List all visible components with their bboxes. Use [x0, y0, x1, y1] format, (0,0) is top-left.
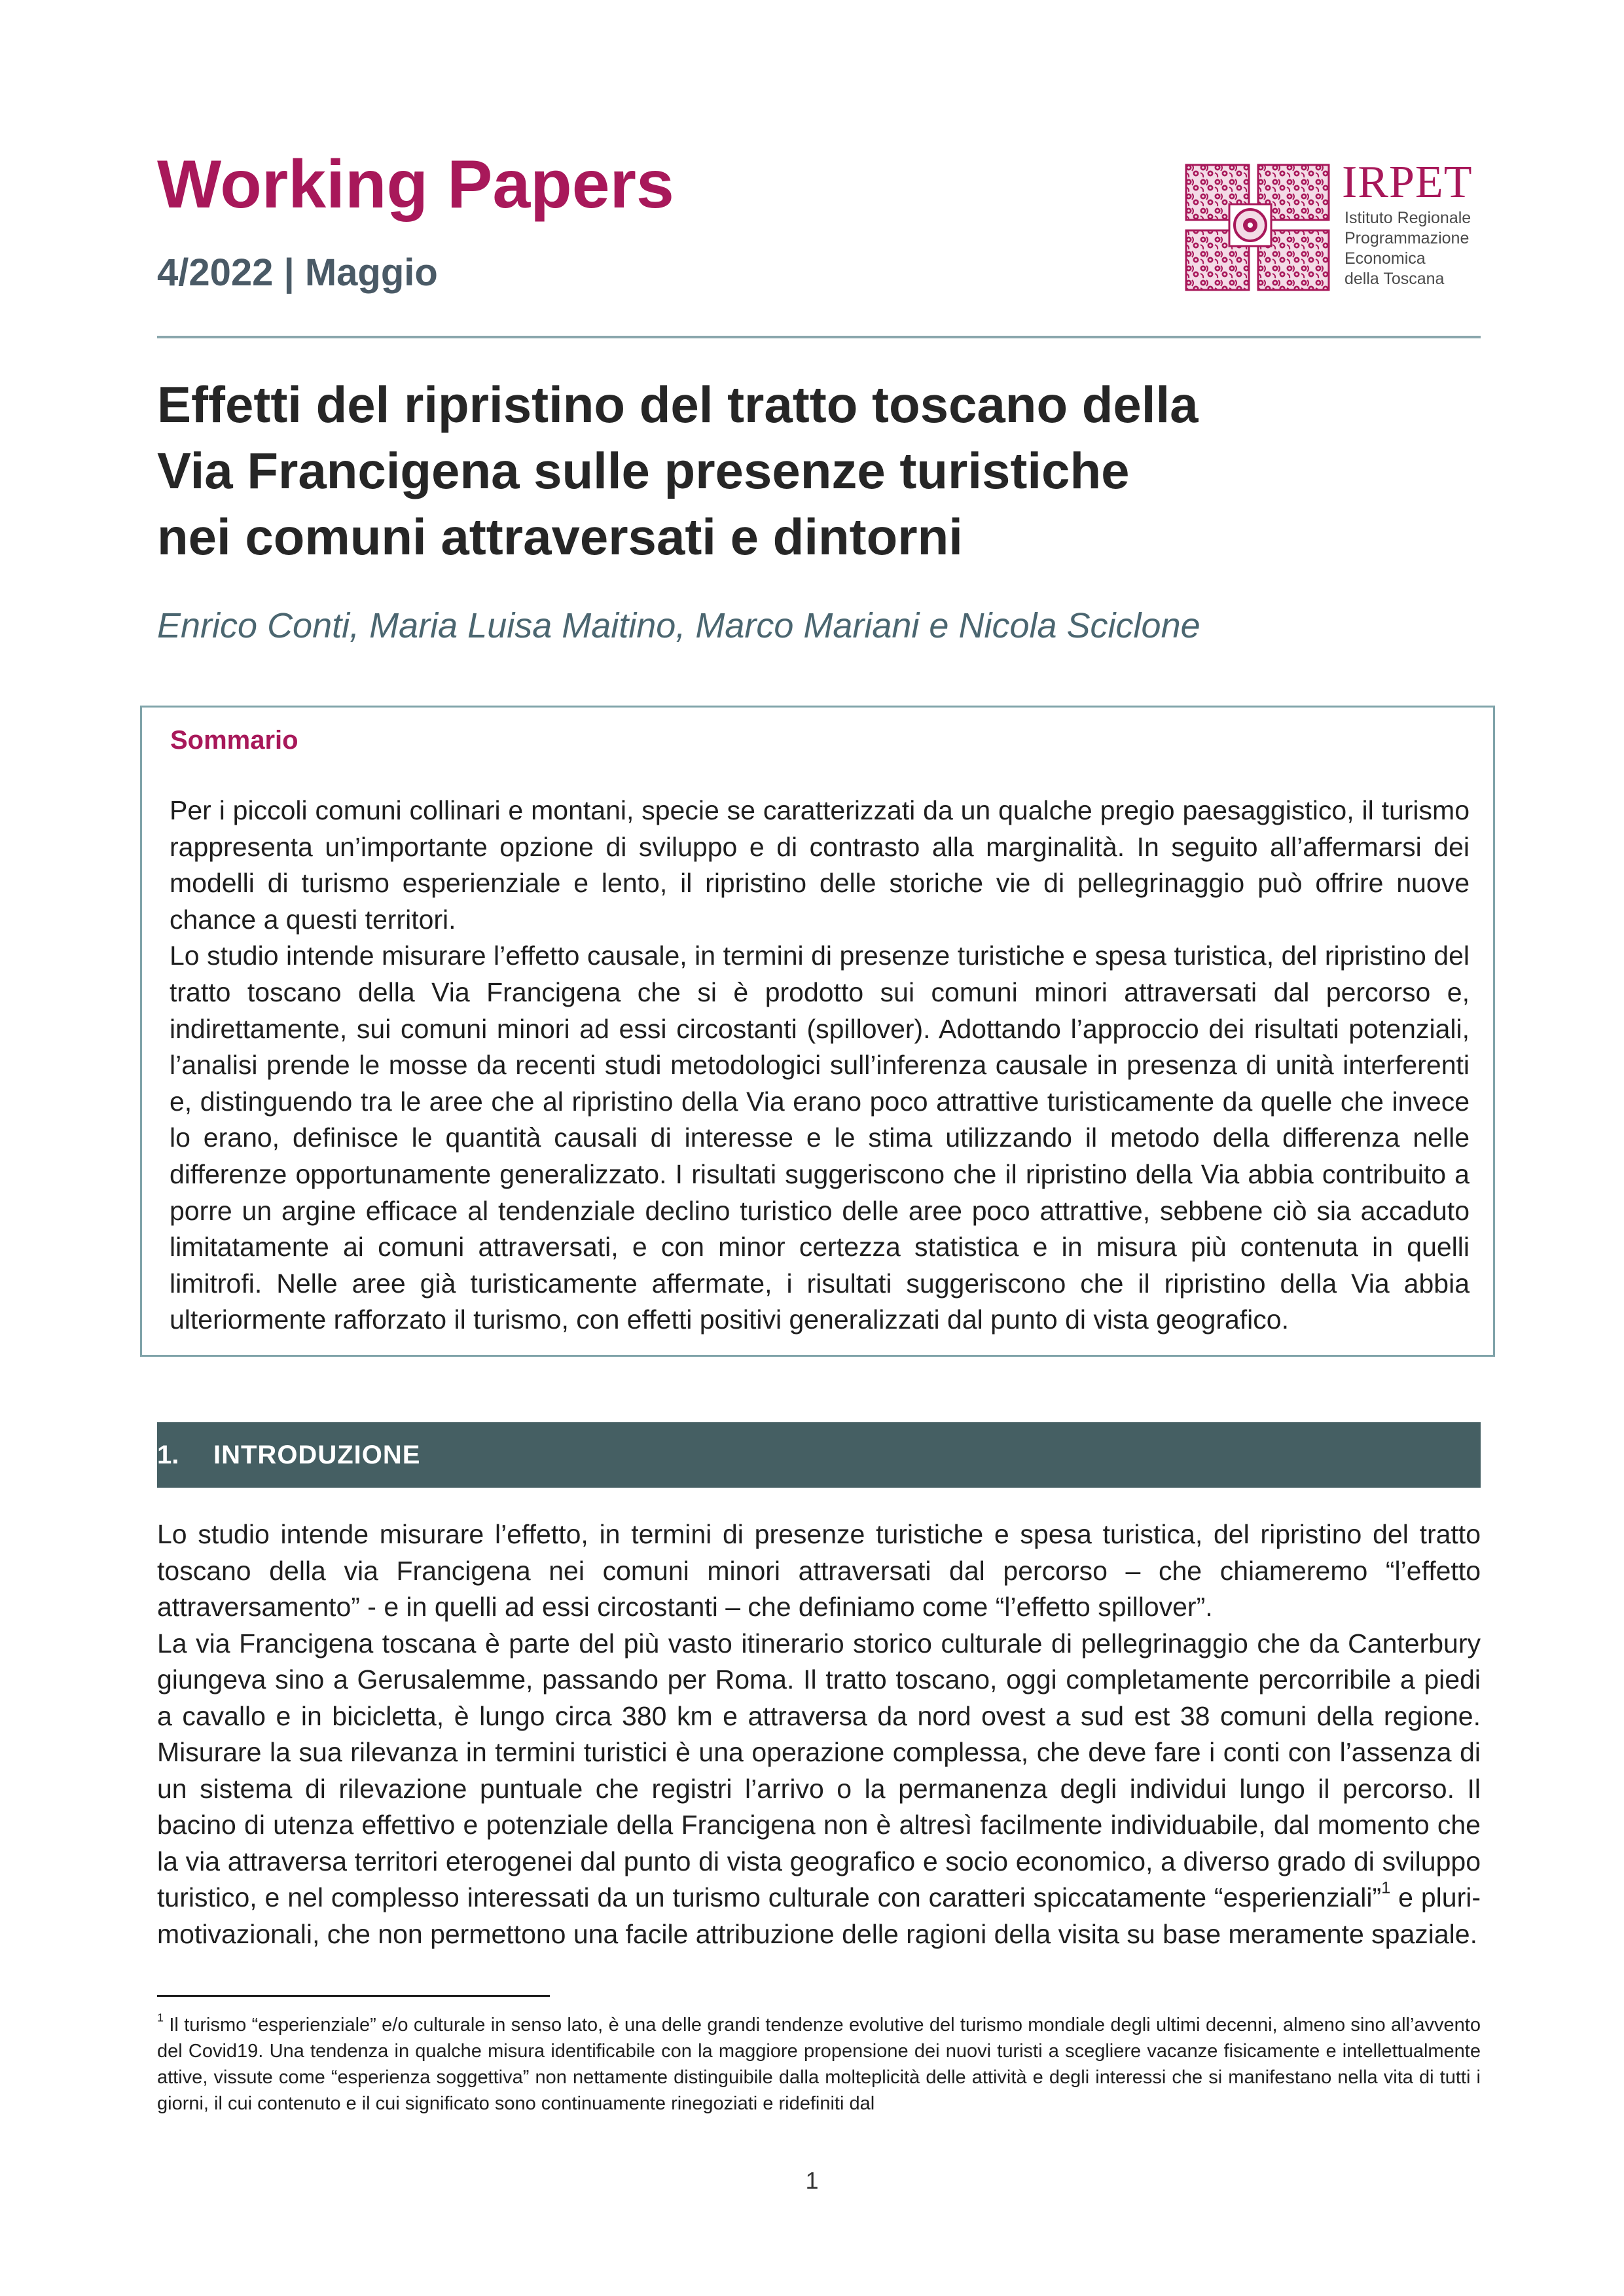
abstract-box: [140, 706, 1495, 1357]
body-paragraph-text: e pluri-motivazionali, che non permettono una facile attribuzione delle ragioni della visita su base meramente spaziale.: [157, 1882, 1481, 1949]
issue-date: 4/2022 | Maggio: [157, 251, 438, 294]
title-line: Effetti del ripristino del tratto toscano della: [157, 376, 1199, 433]
body-paragraph-text: La via Francigena toscana è parte del più vasto itinerario storico culturale di pellegrinaggio che da Canterbury giungeva sino a Gerusalemme, passando per Roma. Il tratto toscano, oggi completamente percorribile a piedi a cavallo e in bicicletta, è lungo circa 380 km e attraversa da nord ovest a sud est 38 comuni della regione. Misurare la sua rilevanza in termini turistici è una operazione complessa, che deve fare i conti con l’assenza di un sistema di rilevazione puntuale che registri l’arrivo o la permanenza degli individui lungo il percorso. Il bacino di utenza effettivo e potenziale della Francigena non è altresì facilmente individuabile, dal momento che la via attraversa territori eterogenei dal punto di vista geografico e socio economico, a diverso grado di sviluppo turistico, e nel complesso interessati da un turismo culturale con caratteri spiccatamente “esperienziali”: [157, 1628, 1481, 1912]
body-text: [157, 1516, 1481, 1952]
abstract-heading: Sommario: [170, 726, 298, 755]
page-number: 1: [805, 2167, 819, 2194]
abstract-text: [170, 793, 1470, 1338]
logo-subtitle: [1344, 208, 1495, 289]
title-line: Via Francigena sulle presenze turistiche: [157, 442, 1130, 499]
footnote-reference[interactable]: 1: [1381, 1878, 1391, 1897]
section-number: 1.: [157, 1441, 179, 1469]
irpet-logo: [1185, 157, 1486, 295]
footnote: [157, 2012, 1481, 2117]
body-paragraph: Lo studio intende misurare l’effetto, in termini di presenze turistiche e spesa turistica, del ripristino del tratto toscano della via Francigena nei comuni minori attraversati dal percorso – che chiameremo “l’effetto attraversamento” - e in quelli ad essi circostanti – che definiamo come “l’effetto spillover”.: [157, 1519, 1481, 1622]
section-title: INTRODUZIONE: [213, 1441, 421, 1469]
logo-subtitle-line: della Toscana: [1344, 270, 1445, 288]
footnote-divider: [157, 1995, 550, 1997]
document-title: [157, 372, 1479, 570]
logo-subtitle-line: Economica: [1344, 249, 1426, 268]
logo-name: IRPET: [1342, 157, 1473, 207]
authors: Enrico Conti, Maria Luisa Maitino, Marco Mariani e Nicola Sciclone: [157, 606, 1200, 645]
title-line: nei comuni attraversati e dintorni: [157, 508, 963, 565]
abstract-paragraph: Per i piccoli comuni collinari e montani, specie se caratterizzati da un qualche pregio paesaggistico, il turismo rappresenta un’importante opzione di sviluppo e di contrasto alla marginalità. In seguito all’affermarsi dei modelli di turismo esperienziale e lento, il ripristino delle storiche vie di pellegrinaggio può offrire nuove chance a questi territori.: [170, 795, 1470, 935]
abstract-paragraph: Lo studio intende misurare l’effetto causale, in termini di presenze turistiche e spesa turistica, del ripristino del tratto toscano della Via Francigena che si è prodotto sui comuni minori attraversati dal percorso e, indirettamente, sui comuni minori ad essi circostanti (spillover). Adottando l’approccio dei risultati potenziali, l’analisi prende le mosse da recenti studi metodologici sull’inferenza causale in presenza di unità interferenti e, distinguendo tra le aree che al ripristino della Via erano poco attrattive turisticamente da quelle che invece lo erano, definisce le quantità causali di interesse e le stima utilizzando il metodo della differenza nelle differenze opportunamente generalizzato. I risultati suggeriscono che il ripristino della Via abbia contribuito a porre un argine efficace al tendenziale declino turistico delle aree poco attrattive, sebbene ciò sia accaduto limitatamente ai comuni attraversati, e con minor certezza statistica e in misura più contenuta in quelli limitrofi. Nelle aree già turisticamente affermate, i risultati suggeriscono che il ripristino della Via abbia ulteriormente rafforzato il turismo, con effetti positivi generalizzati dal punto di vista geografico.: [170, 941, 1470, 1335]
logo-subtitle-line: Programmazione: [1344, 229, 1470, 247]
section-header-introduzione: [157, 1422, 1481, 1488]
header-divider: [157, 336, 1481, 338]
body-paragraph: [157, 1626, 1481, 1953]
series-title: Working Papers: [157, 147, 674, 223]
footnote-text: Il turismo “esperienziale” e/o culturale in senso lato, è una delle grandi tendenze evolutive del turismo mondiale degli ultimi decenni, almeno sino all’avvento del Covid19. Una tendenza in qualche misura identificabile con la maggiore propensione dei nuovi turisti a scegliere vacanze fisicamente e intellettualmente attive, vissute come “esperienza soggettiva” non nettamente distinguibile dalla molteplicità delle attività e degli interessi che si manifestano nella vita di tutti i giorni, il cui contenuto e il cui significato sono continuamente rinegoziati e ridefiniti dal: [157, 2015, 1481, 2114]
logo-subtitle-line: Istituto Regionale: [1344, 209, 1471, 227]
footnote-marker: 1: [157, 2011, 164, 2024]
irpet-logo-mark-icon: [1185, 164, 1330, 291]
